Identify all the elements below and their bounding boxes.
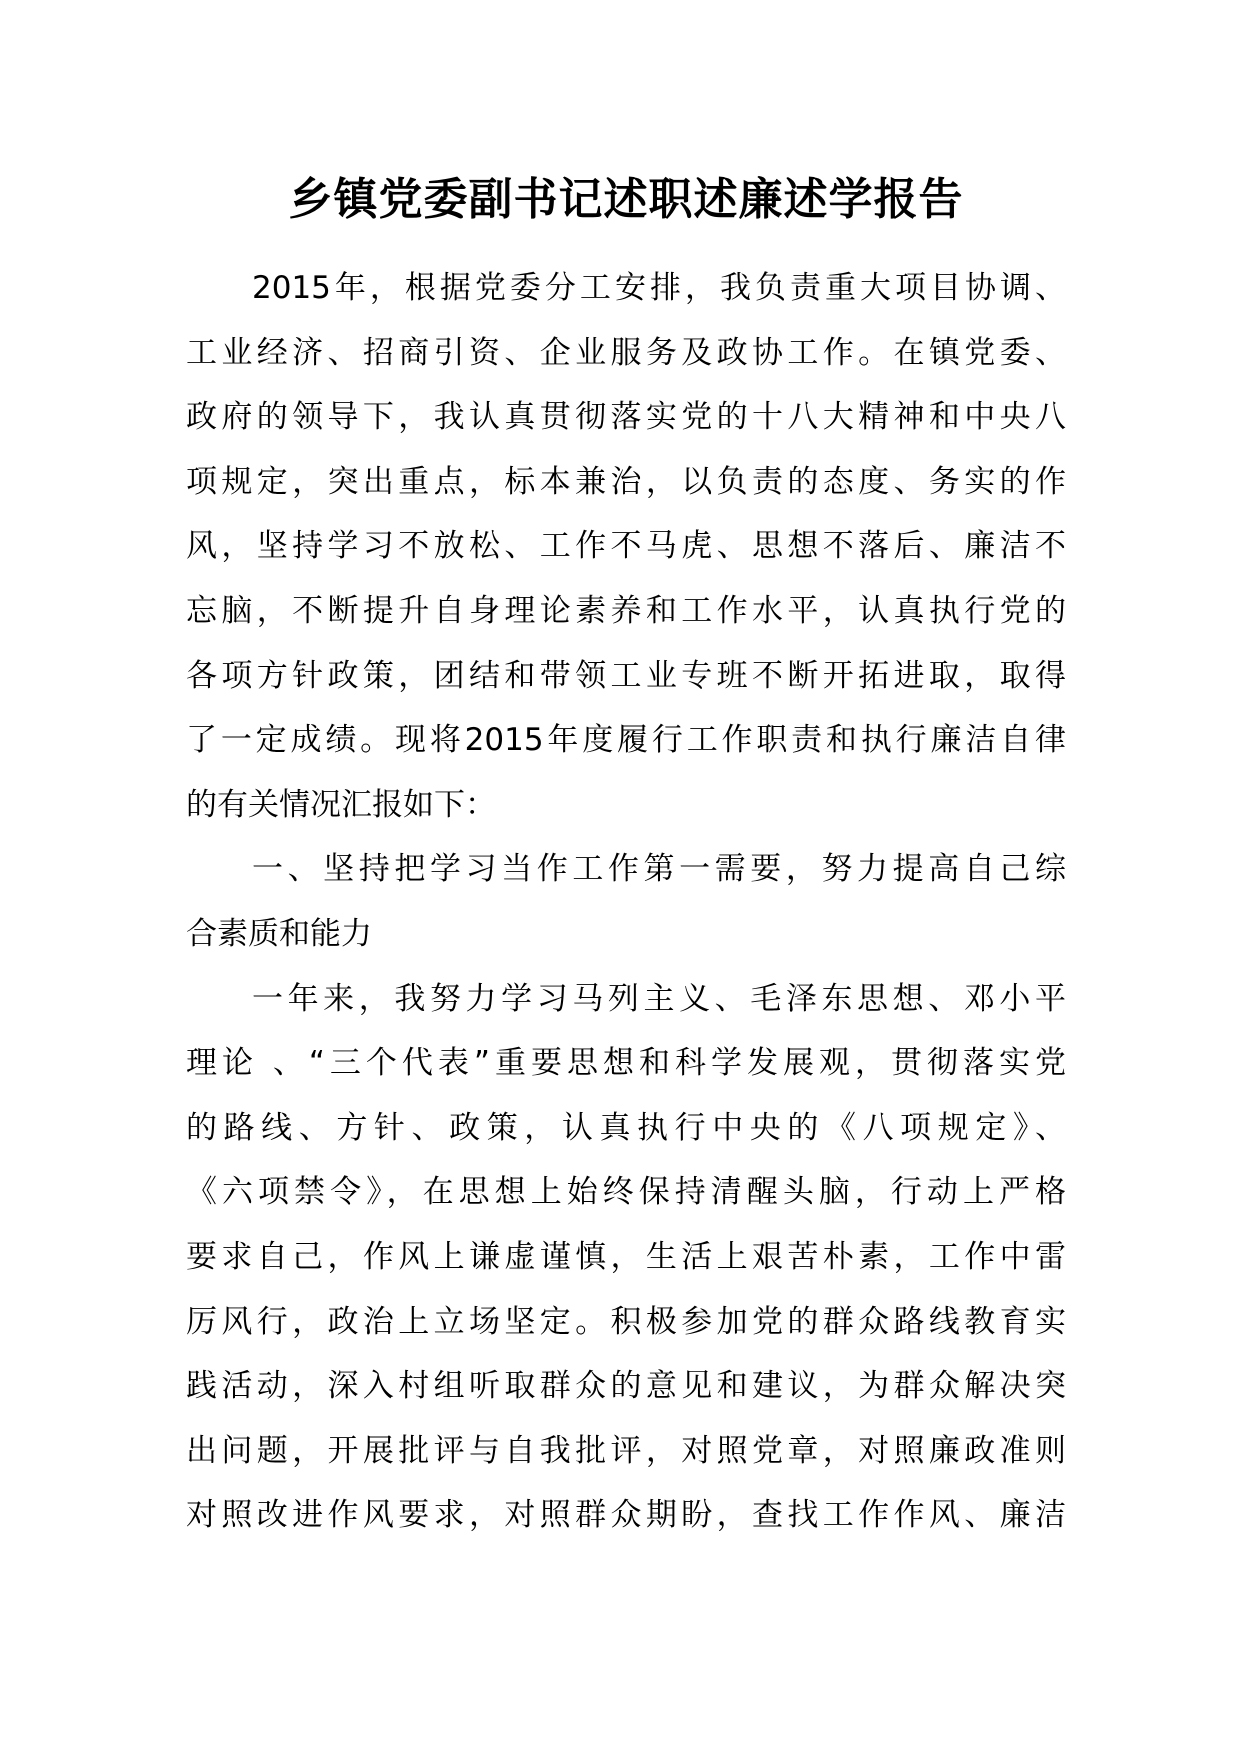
text-line: 忘脑，不断提升自身理论素养和工作水平，认真执行党的 [186, 592, 1066, 629]
text-line: 《六项禁令》，在思想上始终保持清醒头脑，行动上严格 [186, 1174, 1066, 1211]
text-line: 理论 、“三个代表”重要思想和科学发展观，贯彻落实党 [186, 1045, 1066, 1082]
text-line: 践活动，深入村组听取群众的意见和建议，为群众解决突 [186, 1368, 1066, 1405]
text-line: 了一定成绩。现将2015年度履行工作职责和执行廉洁自律 [186, 722, 1066, 759]
text-line: 一年来，我努力学习马列主义、毛泽东思想、邓小平 [252, 980, 1066, 1017]
text-line: 一、坚持把学习当作工作第一需要，努力提高自己综 [252, 851, 1066, 888]
document-body [186, 256, 1066, 1548]
text-line: 合素质和能力 [186, 915, 372, 952]
document-title: 乡镇党委副书记述职述廉述学报告 [288, 174, 964, 225]
text-line: 政府的领导下，我认真贯彻落实党的十八大精神和中央八 [186, 399, 1066, 436]
text-line: 工业经济、招商引资、企业服务及政协工作。在镇党委、 [186, 334, 1066, 371]
paragraph-study [186, 967, 1066, 1548]
document-page [186, 150, 1066, 1548]
text-line: 的有关情况汇报如下： [186, 786, 496, 823]
text-line: 出问题，开展批评与自我批评，对照党章，对照廉政准则 [186, 1432, 1066, 1469]
text-line: 各项方针政策，团结和带领工业专班不断开拓进取，取得 [186, 657, 1066, 694]
paragraph-intro [186, 256, 1066, 837]
text-line: 的路线、方针、政策，认真执行中央的《八项规定》、 [186, 1109, 1066, 1146]
text-line: 对照改进作风要求，对照群众期盼，查找工作作风、廉洁 [186, 1497, 1066, 1534]
text-line: 项规定，突出重点，标本兼治，以负责的态度、务实的作 [186, 463, 1066, 500]
text-line: 厉风行，政治上立场坚定。积极参加党的群众路线教育实 [186, 1303, 1066, 1340]
section-heading-1 [186, 837, 1066, 966]
text-line: 要求自己，作风上谦虚谨慎，生活上艰苦朴素，工作中雷 [186, 1238, 1066, 1275]
text-line: 风，坚持学习不放松、工作不马虎、思想不落后、廉洁不 [186, 528, 1066, 565]
text-line: 2015年，根据党委分工安排，我负责重大项目协调、 [252, 270, 1066, 306]
